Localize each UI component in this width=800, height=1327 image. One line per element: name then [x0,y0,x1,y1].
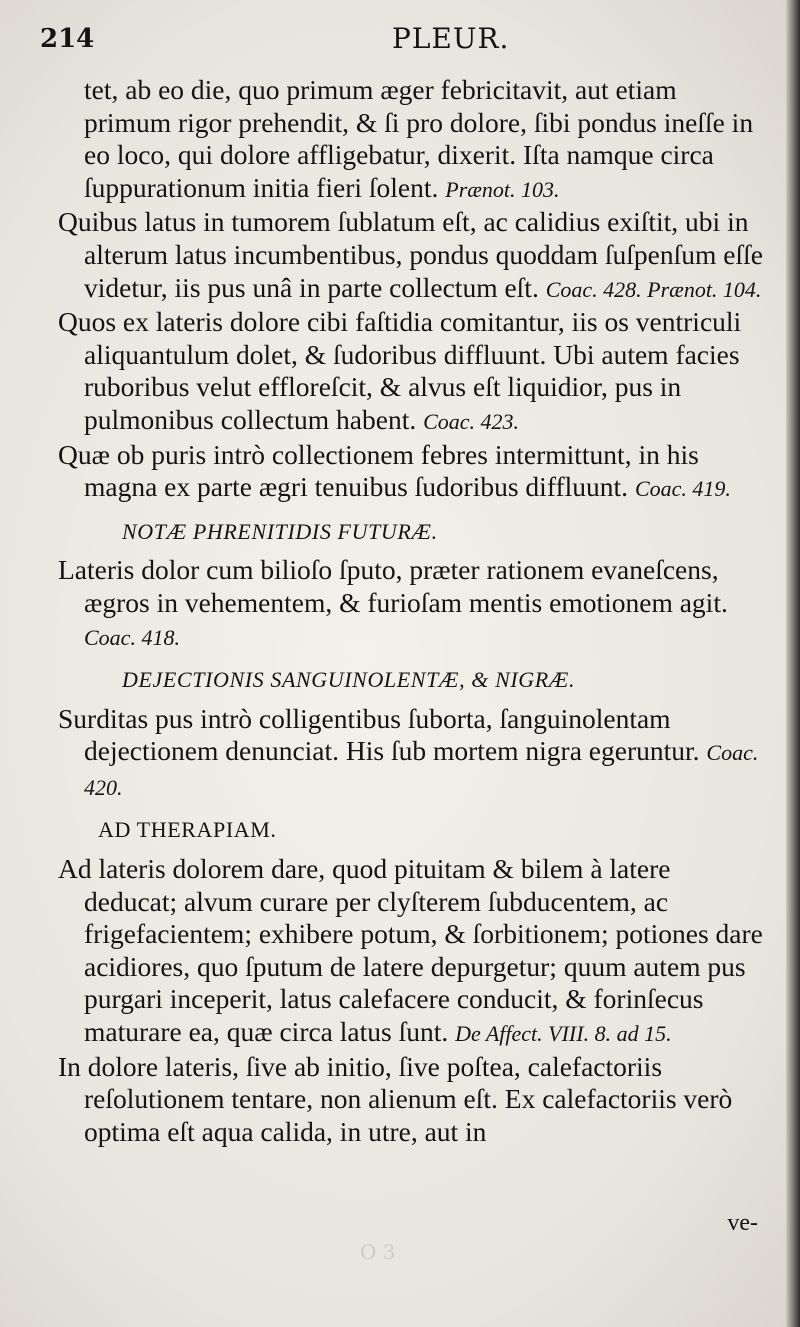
paragraph [58,439,764,506]
reference: Coac. 428. Prænot. 104. [545,276,762,302]
running-head: PLEUR. [392,22,510,55]
page-number: 214 [40,24,95,54]
paragraph-text: Quos ex lateris dolore cibi faſtidia comitantur, iis os ventriculi aliquantulum dolet, & ſudoribus diffluunt. Ubi autem facies ruboribus velut effloreſcit, & alvus eſt liquidior, pus in pulmonibus collectum habent. [58,306,742,435]
section-heading: DEJECTIONIS SANGUINOLENTÆ, & NIGRÆ. [122,667,576,693]
page-header [40,18,760,58]
reference: Coac. 419. [634,476,731,502]
paragraph-text: Surditas pus intrò colligentibus ſuborta, ſanguinolentam dejectionem denunciat. His ſub mortem nigra egeruntur. [58,702,700,767]
catchword: ve- [727,1210,758,1236]
paragraph-text: Lateris dolor cum bilioſo ſputo, præter rationem evaneſcens, ægros in vehementem, & furioſam mentis emotionem agit. [58,554,728,618]
page-edge [786,0,800,1327]
paragraph [58,74,764,206]
paragraph-text: In dolore lateris, ſive ab initio, ſive poſtea, calefactoriis reſolutionem tentare, non alienum eſt. Ex calefactoriis verò optima eſt aqua calida, in utre, aut in [58,1050,733,1147]
signature-mark: O 3 [360,1240,396,1264]
reference: De Affect. VIII. 8. ad 15. [455,1021,672,1047]
paragraph [58,853,764,1051]
body-text [58,74,764,1148]
paragraph-text: tet, ab eo die, quo primum æger febricitavit, aut etiam primum rigor prehendit, & ſi pro dolore, ſibi pondus ineſſe in eo loco, qui dolore affligebatur, dixerit. Iſta namque circa ſuppurationum initia fieri ſolent. [84,74,754,203]
paragraph [58,554,764,654]
paragraph-text: Quæ ob puris intrò collectionem febres intermittunt, in his magna ex parte ægri tenuibus ſudoribus diffluunt. [58,438,699,503]
paragraph [58,306,764,438]
paragraph-text: Quibus latus in tumorem ſublatum eſt, ac calidius exiſtit, ubi in alterum latus incumbentibus, pondus quoddam ſuſpenſum eſſe videtur, iis pus unâ in parte collectum eſt. [58,206,763,303]
reference: Prænot. 103. [445,176,560,202]
section-heading: AD THERAPIAM. [98,817,277,843]
reference: Coac. 420. [84,740,759,800]
paragraph [58,1051,764,1149]
paragraph [58,206,764,306]
paragraph-text: Ad lateris dolorem dare, quod pituitam & bilem à latere deducat; alvum curare per clyſterem ſubducentem, ac frigefacientem; exhibere potum, & ſorbitionem; potiones dare acidiores, quo ſputum de latere depurgetur; quum autem pus purgari inceperit, latus calefacere conducit, & forinſecus maturare ea, quæ circa latus ſunt. [58,853,763,1048]
paragraph [58,703,764,805]
reference: Coac. 423. [423,408,520,434]
section-heading: NOTÆ PHRENITIDIS FUTURÆ. [122,518,438,544]
reference: Coac. 418. [84,624,180,650]
